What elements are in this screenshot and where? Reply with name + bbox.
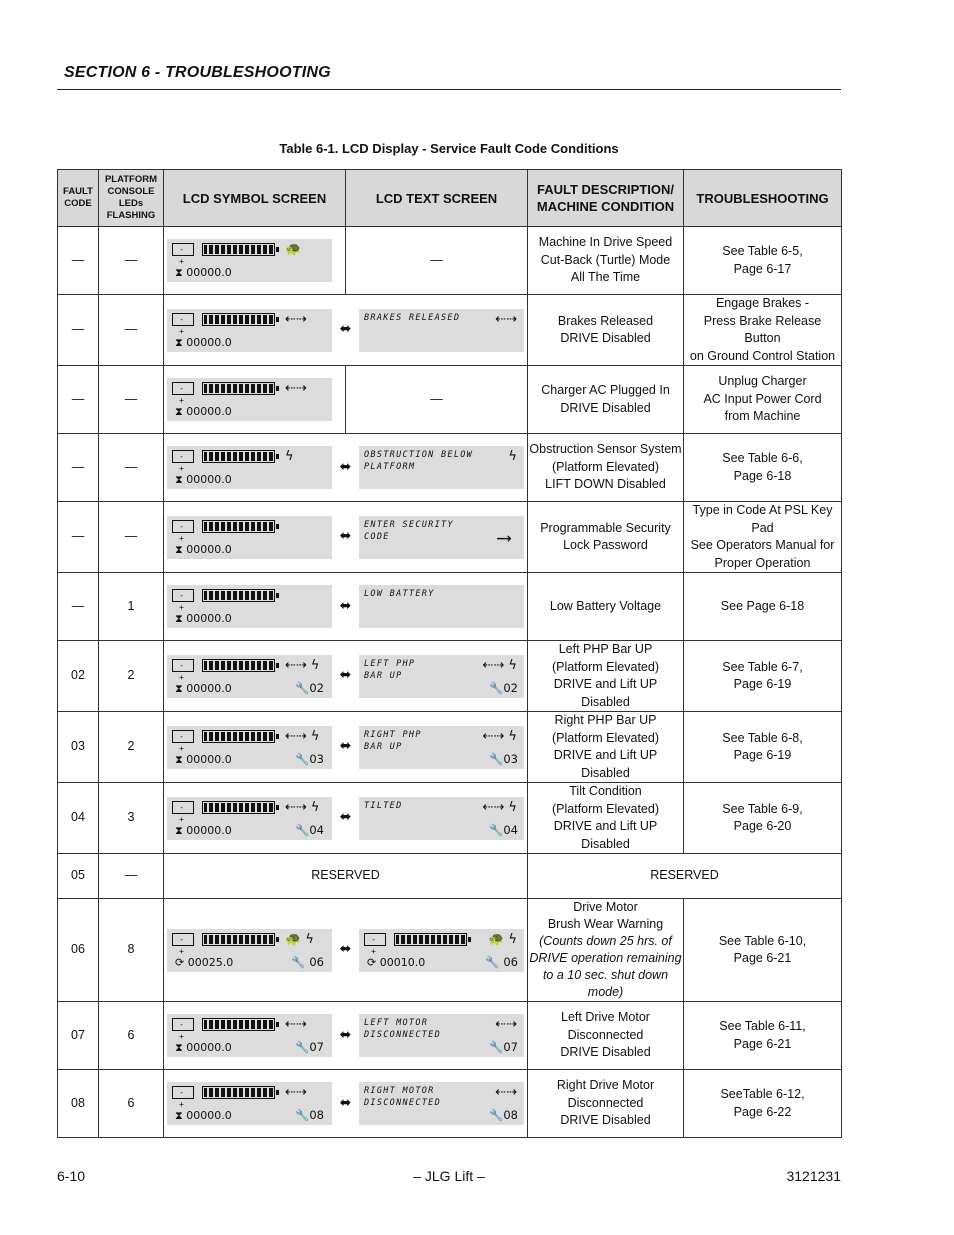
status-icon: ⇠⇢ ϟ <box>285 799 320 815</box>
arrow-right-icon: ⟶ <box>497 524 510 549</box>
table-row <box>58 854 842 899</box>
wrench-code: 🔧07 <box>489 1040 518 1054</box>
hour-meter: ⧗ 00000.0 <box>175 752 232 766</box>
hour-meter: ⧗ 00000.0 <box>175 335 232 349</box>
double-arrow-icon: ⬌ <box>339 321 352 338</box>
fault-code-cell: — <box>58 227 99 295</box>
platform-leds-cell: — <box>99 227 164 295</box>
lcd-screens-cell <box>164 1002 528 1070</box>
battery-level-bar <box>202 382 275 395</box>
lcd-message: LEFT PHP BAR UP <box>364 658 416 681</box>
lcd-screens-cell <box>164 899 528 1002</box>
header-lcd-text: LCD TEXT SCREEN <box>346 170 528 227</box>
battery-level-bar <box>394 933 467 946</box>
lcd-pair <box>167 797 524 840</box>
troubleshooting-cell: See Table 6-7, Page 6-19 <box>684 641 842 712</box>
battery-level-bar <box>202 589 275 602</box>
lcd-screens-cell <box>164 641 528 712</box>
lcd-text-cell: — <box>346 227 528 295</box>
section-title: SECTION 6 - TROUBLESHOOTING <box>64 64 331 81</box>
fault-code-cell: — <box>58 573 99 641</box>
lcd-symbol-screen <box>167 797 332 840</box>
header-fault-code: FAULT CODE <box>58 170 99 227</box>
table-row <box>58 502 842 573</box>
lcd-symbol-screen <box>167 1014 332 1057</box>
platform-leds-cell: — <box>99 434 164 502</box>
battery-icon: - + <box>172 1086 194 1099</box>
section-rule <box>57 89 841 90</box>
header-troubleshooting: TROUBLESHOOTING <box>684 170 842 227</box>
fault-desc-cell: Low Battery Voltage <box>528 573 684 641</box>
fault-code-table <box>57 169 842 1138</box>
lcd-pair <box>167 516 524 559</box>
status-icon: ⇠⇢ ϟ <box>482 799 517 815</box>
footer-page-number: 6-10 <box>57 1168 86 1184</box>
hour-meter: ⧗ 00000.0 <box>175 823 232 837</box>
lcd-symbol-screen <box>167 446 332 489</box>
battery-icon: - + <box>172 659 194 672</box>
lcd-pair <box>167 1082 524 1125</box>
hour-meter: ⧗ 00000.0 <box>175 1109 232 1122</box>
header-platform-leds: PLATFORM CONSOLE LEDs FLASHING <box>99 170 164 227</box>
lcd-text-screen <box>359 929 524 972</box>
lcd-pair <box>167 726 524 769</box>
lcd-symbol-cell <box>164 366 346 434</box>
fault-code-cell: — <box>58 295 99 366</box>
lcd-message: ENTER SECURITY CODE <box>364 519 454 542</box>
lcd-text-screen <box>359 309 524 352</box>
platform-leds-cell: 1 <box>99 573 164 641</box>
platform-leds-cell: — <box>99 366 164 434</box>
fault-desc-cell: Left Drive Motor Disconnected DRIVE Disabled <box>528 1002 684 1070</box>
header-lcd-symbol: LCD SYMBOL SCREEN <box>164 170 346 227</box>
turtle-icon: 🐢 ϟ <box>488 931 517 947</box>
lcd-screens-cell <box>164 712 528 783</box>
status-icon: ⇠⇢ <box>495 1017 517 1032</box>
troubleshooting-cell: See Page 6-18 <box>684 573 842 641</box>
platform-leds-cell: 6 <box>99 1002 164 1070</box>
hour-meter: ⧗ 00000.0 <box>175 266 232 279</box>
lcd-text-screen <box>359 1082 524 1125</box>
lcd-pair <box>167 1014 524 1057</box>
battery-level-bar <box>202 450 275 463</box>
status-icon: ⇠⇢ <box>285 1017 307 1032</box>
battery-level-bar <box>202 313 275 326</box>
battery-level-bar <box>202 1018 275 1031</box>
hour-meter: ⧗ 00000.0 <box>175 542 232 556</box>
platform-leds-cell: 8 <box>99 899 164 1002</box>
fault-desc-cell: Brakes Released DRIVE Disabled <box>528 295 684 366</box>
fault-desc-cell: Right PHP Bar UP (Platform Elevated) DRIVE and Lift UP Disabled <box>528 712 684 783</box>
lcd-screens-cell <box>164 502 528 573</box>
troubleshooting-cell: See Table 6-6, Page 6-18 <box>684 434 842 502</box>
lcd-text-screen <box>359 516 524 559</box>
troubleshooting-cell: See Table 6-11, Page 6-21 <box>684 1002 842 1070</box>
hour-meter: ⧗ 00000.0 <box>175 1041 232 1054</box>
lcd-message: RIGHT PHP BAR UP <box>364 729 422 752</box>
status-icon: ⇠⇢ <box>285 311 307 327</box>
battery-icon: - + <box>172 801 194 814</box>
lcd-message: BRAKES RELEASED <box>364 312 461 323</box>
battery-level-bar <box>202 520 275 533</box>
lcd-pair <box>167 929 524 972</box>
lcd-text-cell: — <box>346 366 528 434</box>
battery-level-bar <box>202 933 275 946</box>
reserved-cell: RESERVED <box>164 854 528 899</box>
status-icon: ⇠⇢ <box>285 381 307 396</box>
double-arrow-icon: ⬌ <box>339 458 352 475</box>
table-row <box>58 783 842 854</box>
double-arrow-icon: ⬌ <box>339 597 352 614</box>
lcd-symbol-screen <box>167 655 332 698</box>
wrench-code: 🔧03 <box>489 751 518 766</box>
table-row <box>58 227 842 295</box>
fault-desc-cell: Right Drive Motor Disconnected DRIVE Disabled <box>528 1070 684 1138</box>
lcd-symbol-screen <box>167 585 332 628</box>
platform-leds-cell: — <box>99 295 164 366</box>
status-icon: ϟ <box>285 449 294 464</box>
lcd-message: TILTED <box>364 800 403 811</box>
status-icon: ⇠⇢ ϟ <box>285 657 320 673</box>
wrench-code: 🔧02 <box>489 680 518 695</box>
footer-publisher: – JLG Lift – <box>413 1168 485 1184</box>
troubleshooting-cell: SeeTable 6-12, Page 6-22 <box>684 1070 842 1138</box>
double-arrow-icon: ⬌ <box>339 738 352 755</box>
lcd-pair <box>167 309 524 352</box>
lcd-message: RIGHT MOTOR DISCONNECTED <box>364 1086 442 1108</box>
platform-leds-cell: — <box>99 502 164 573</box>
wrench-code: 🔧08 <box>489 1108 518 1122</box>
fault-code-cell: — <box>58 502 99 573</box>
lcd-symbol-screen <box>167 239 332 282</box>
lcd-screens-cell <box>164 434 528 502</box>
double-arrow-icon: ⬌ <box>339 1026 352 1043</box>
wrench-code: 🔧03 <box>295 751 324 766</box>
platform-leds-cell: 3 <box>99 783 164 854</box>
battery-icon: - + <box>364 933 386 946</box>
status-icon: 🐢 <box>285 242 302 257</box>
battery-icon: - + <box>172 520 194 533</box>
battery-icon: - + <box>172 730 194 743</box>
hour-meter: ⧗ 00000.0 <box>175 473 232 486</box>
table-row <box>58 712 842 783</box>
lcd-message: OBSTRUCTION BELOW PLATFORM <box>364 450 474 472</box>
battery-icon: - + <box>172 933 194 946</box>
wrench-code: 🔧07 <box>295 1040 324 1054</box>
lcd-text-screen <box>359 446 524 489</box>
troubleshooting-cell: See Table 6-5, Page 6-17 <box>684 227 842 295</box>
lcd-pair <box>167 585 524 628</box>
table-row <box>58 434 842 502</box>
troubleshooting-cell: See Table 6-10, Page 6-21 <box>684 899 842 1002</box>
battery-icon: - + <box>172 243 194 256</box>
lcd-symbol-screen <box>167 726 332 769</box>
lcd-screens-cell <box>164 295 528 366</box>
table-row <box>58 1002 842 1070</box>
battery-icon: - + <box>172 589 194 602</box>
fault-code-cell: 07 <box>58 1002 99 1070</box>
troubleshooting-cell: Unplug Charger AC Input Power Cord from Machine <box>684 366 842 434</box>
status-icon: ⇠⇢ ϟ <box>285 728 320 744</box>
table-row <box>58 366 842 434</box>
status-icon: ⇠⇢ ϟ <box>482 657 517 673</box>
status-icon: ϟ <box>508 449 517 464</box>
battery-level-bar <box>202 801 275 814</box>
lcd-message: LOW BATTERY <box>364 589 435 599</box>
wrench-code: 🔧02 <box>295 680 324 695</box>
fault-code-cell: — <box>58 434 99 502</box>
lcd-text-screen <box>359 655 524 698</box>
hour-meter: ⟳ 00010.0 <box>367 955 426 969</box>
lcd-text-screen <box>359 1014 524 1057</box>
wrench-code: 🔧 06 <box>485 954 518 969</box>
fault-code-cell: 08 <box>58 1070 99 1138</box>
troubleshooting-cell: Type in Code At PSL Key Pad See Operators Manual for Proper Operation <box>684 502 842 573</box>
lcd-screens-cell <box>164 783 528 854</box>
lcd-symbol-screen <box>167 516 332 559</box>
lcd-text-screen <box>359 797 524 840</box>
table-row <box>58 899 842 1002</box>
table-header-row <box>58 170 842 227</box>
battery-icon: - + <box>172 450 194 463</box>
fault-desc-cell <box>528 899 684 1002</box>
battery-icon: - + <box>172 382 194 395</box>
lcd-text-screen <box>359 585 524 628</box>
fault-desc-cell: Programmable Security Lock Password <box>528 502 684 573</box>
status-icon: ⇠⇢ <box>495 1085 517 1100</box>
wrench-code: 🔧 06 <box>291 954 324 969</box>
lcd-pair <box>167 446 524 489</box>
double-arrow-icon: ⬌ <box>339 809 352 826</box>
fault-desc-cell: Tilt Condition (Platform Elevated) DRIVE and Lift UP Disabled <box>528 783 684 854</box>
fault-code-cell: 02 <box>58 641 99 712</box>
status-icon: ⇠⇢ <box>285 1085 307 1100</box>
table-caption: Table 6-1. LCD Display - Service Fault Code Conditions <box>279 141 619 156</box>
fault-desc-cell: Left PHP Bar UP (Platform Elevated) DRIVE and Lift UP Disabled <box>528 641 684 712</box>
status-icon: ⇠⇢ ϟ <box>482 728 517 744</box>
lcd-message: LEFT MOTOR DISCONNECTED <box>364 1018 442 1040</box>
battery-level-bar <box>202 659 275 672</box>
table-row <box>58 295 842 366</box>
fault-code-cell: 05 <box>58 854 99 899</box>
lcd-screens-cell <box>164 573 528 641</box>
hour-meter: ⧗ 00000.0 <box>175 681 232 695</box>
battery-icon: - + <box>172 1018 194 1031</box>
hour-meter: ⧗ 00000.0 <box>175 612 232 625</box>
lcd-screens-cell <box>164 1070 528 1138</box>
fault-code-cell: 06 <box>58 899 99 1002</box>
fault-desc-cell: Charger AC Plugged In DRIVE Disabled <box>528 366 684 434</box>
battery-level-bar <box>202 730 275 743</box>
double-arrow-icon: ⬌ <box>339 941 352 958</box>
double-arrow-icon: ⬌ <box>339 528 352 545</box>
status-icon: 🐢 ϟ <box>285 931 314 947</box>
fault-desc-note: (Counts down 25 hrs. of DRIVE operation remaining to a 10 sec. shut down mode) <box>529 934 682 999</box>
wrench-code: 🔧04 <box>489 822 518 837</box>
lcd-symbol-screen <box>167 929 332 972</box>
wrench-code: 🔧08 <box>295 1108 324 1122</box>
platform-leds-cell: 2 <box>99 712 164 783</box>
reserved-cell: RESERVED <box>528 854 842 899</box>
fault-code-cell: — <box>58 366 99 434</box>
table-row <box>58 641 842 712</box>
battery-level-bar <box>202 243 275 256</box>
battery-icon: - + <box>172 313 194 326</box>
hour-meter: ⧗ 00000.0 <box>175 405 232 418</box>
lcd-text-screen <box>359 726 524 769</box>
fault-code-cell: 04 <box>58 783 99 854</box>
lcd-symbol-screen <box>167 309 332 352</box>
lcd-pair <box>167 655 524 698</box>
troubleshooting-cell: See Table 6-8, Page 6-19 <box>684 712 842 783</box>
table-row <box>58 573 842 641</box>
fault-code-cell: 03 <box>58 712 99 783</box>
platform-leds-cell: 6 <box>99 1070 164 1138</box>
troubleshooting-cell: Engage Brakes - Press Brake Release Button on Ground Control Station <box>684 295 842 366</box>
status-icon: ⇠⇢ <box>495 311 517 327</box>
table-row <box>58 1070 842 1138</box>
platform-leds-cell: — <box>99 854 164 899</box>
hour-meter: ⟳ 00025.0 <box>175 955 234 969</box>
lcd-symbol-screen <box>167 1082 332 1125</box>
lcd-symbol-screen <box>167 378 332 421</box>
header-fault-desc: FAULT DESCRIPTION/ MACHINE CONDITION <box>528 170 684 227</box>
double-arrow-icon: ⬌ <box>339 667 352 684</box>
troubleshooting-cell: See Table 6-9, Page 6-20 <box>684 783 842 854</box>
fault-desc-main: Drive Motor Brush Wear Warning <box>547 900 664 931</box>
platform-leds-cell: 2 <box>99 641 164 712</box>
fault-desc-cell: Machine In Drive Speed Cut-Back (Turtle) Mode All The Time <box>528 227 684 295</box>
lcd-symbol-cell <box>164 227 346 295</box>
fault-desc-cell: Obstruction Sensor System (Platform Elevated) LIFT DOWN Disabled <box>528 434 684 502</box>
footer-doc-number: 3121231 <box>786 1168 841 1184</box>
wrench-code: 🔧04 <box>295 822 324 837</box>
battery-level-bar <box>202 1086 275 1099</box>
double-arrow-icon: ⬌ <box>339 1094 352 1111</box>
